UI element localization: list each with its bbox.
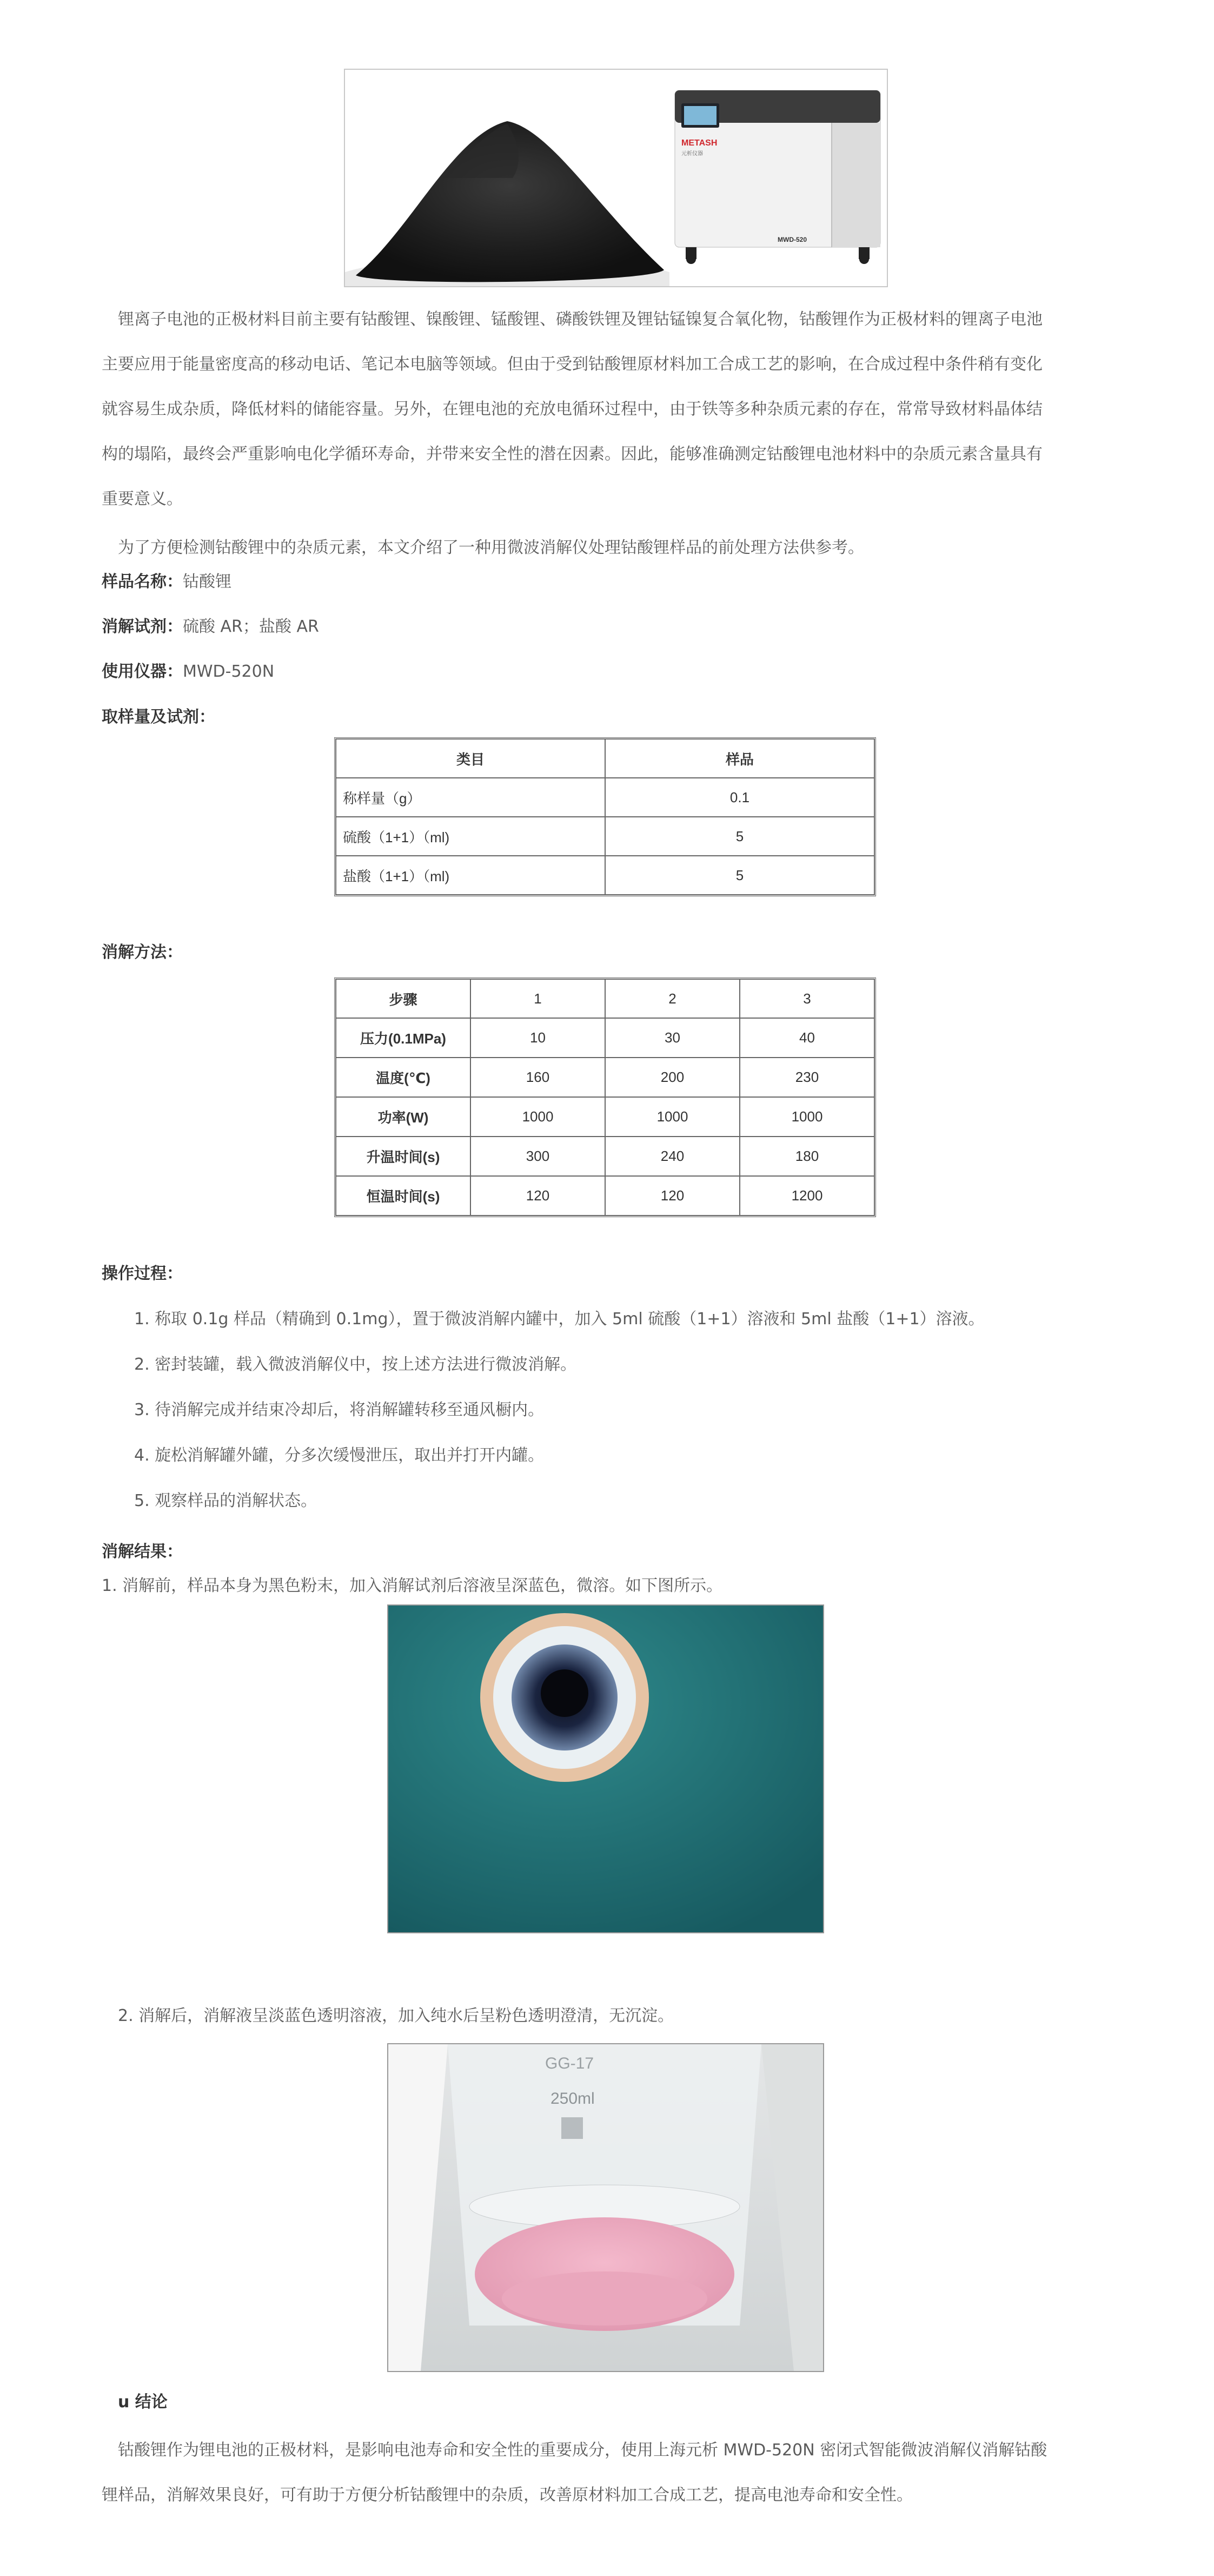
table-cell: 200 (605, 1058, 740, 1097)
reagents-value: 硫酸 AR；盐酸 AR (183, 617, 319, 636)
instrument-label: 使用仪器： (102, 662, 183, 681)
table-cell: 5 (605, 817, 874, 856)
table-header-cell: 1 (470, 979, 605, 1018)
device-brand: METASH (681, 138, 718, 148)
table-row (336, 817, 874, 856)
device-brand-sub: 元析仪器 (681, 151, 703, 157)
procedure-title: 操作过程： (102, 1264, 183, 1283)
digestion-method-table (334, 977, 876, 1217)
result-after-text: 2. 消解后，消解液呈淡蓝色透明溶液，加入纯水后呈粉色透明澄清，无沉淀。 (118, 2006, 674, 2025)
table-cell: 0.1 (605, 778, 874, 817)
table-header-cell: 步骤 (336, 979, 470, 1018)
beaker-model-mark: GG-17 (545, 2055, 594, 2072)
instrument-value: MWD-520N (183, 662, 275, 681)
beaker-volume-mark: 250ml (550, 2090, 595, 2108)
table-cell: 30 (605, 1018, 740, 1058)
table-header-row (336, 739, 874, 778)
sample-name-value: 钴酸锂 (183, 572, 231, 591)
table-cell: 240 (605, 1137, 740, 1176)
table-row (336, 1018, 874, 1058)
table-cell: 1200 (740, 1176, 874, 1216)
table-cell: 升温时间(s) (336, 1137, 470, 1176)
procedure-step: 4. 旋松消解罐外罐，分多次缓慢泄压，取出并打开内罐。 (134, 1446, 545, 1465)
powder-photo (345, 70, 669, 286)
intro-line-5: 重要意义。 (102, 490, 183, 508)
device-model: MWD-520 (778, 236, 807, 243)
before-digestion-photo (387, 1604, 824, 1933)
results-title: 消解结果： (102, 1542, 183, 1561)
table-cell: 1000 (470, 1097, 605, 1137)
table-cell: 1000 (605, 1097, 740, 1137)
intro-line-2: 主要应用于能量密度高的移动电话、笔记本电脑等领域。但由于受到钴酸锂原材料加工合成工艺的影响，在合成过程中条件稍有变化 (102, 355, 1043, 374)
purpose-text: 为了方便检测钴酸锂中的杂质元素，本文介绍了一种用微波消解仪处理钴酸锂样品的前处理方法供参考。 (118, 538, 864, 557)
intro-line-1: 锂离子电池的正极材料目前主要有钴酸锂、镍酸锂、锰酸锂、磷酸铁锂及锂钴锰镍复合氧化物，钴酸锂作为正极材料的锂离子电池 (118, 310, 1043, 329)
table-cell: 160 (470, 1058, 605, 1097)
hero-image (344, 69, 888, 287)
sampling-title: 取样量及试剂： (102, 708, 215, 726)
table-cell: 1000 (740, 1097, 874, 1137)
table-cell: 120 (605, 1176, 740, 1216)
conclusion-title: u 结论 (118, 2393, 168, 2412)
intro-line-4: 构的塌陷，最终会严重影响电化学循环寿命，并带来安全性的潜在因素。因此，能够准确测定钴酸锂电池材料中的杂质元素含量具有 (102, 445, 1043, 464)
table-header-cell: 类目 (336, 739, 605, 778)
reagents-field (102, 616, 319, 638)
table-row (336, 1097, 874, 1137)
intro-line-3: 就容易生成杂质，降低材料的储能容量。另外，在锂电池的充放电循环过程中，由于铁等多种杂质元素的存在，常常导致材料晶体结 (102, 400, 1043, 419)
table-header-cell: 2 (605, 979, 740, 1018)
table-cell: 40 (740, 1018, 874, 1058)
table-cell: 120 (470, 1176, 605, 1216)
sampling-table (334, 737, 876, 896)
table-cell: 300 (470, 1137, 605, 1176)
after-digestion-photo (387, 2043, 824, 2372)
table-cell: 5 (605, 856, 874, 895)
method-title: 消解方法： (102, 943, 183, 962)
result-before-text: 1. 消解前，样品本身为黑色粉末，加入消解试剂后溶液呈深蓝色，微溶。如下图所示。 (102, 1576, 723, 1595)
procedure-step: 2. 密封装罐，载入微波消解仪中，按上述方法进行微波消解。 (134, 1355, 577, 1374)
table-cell: 180 (740, 1137, 874, 1176)
table-cell: 硫酸（1+1）（ml) (336, 817, 605, 856)
table-row (336, 1137, 874, 1176)
sample-name-label: 样品名称： (102, 572, 183, 591)
table-header-row (336, 979, 874, 1018)
procedure-step: 1. 称取 0.1g 样品（精确到 0.1mg），置于微波消解内罐中，加入 5ml 硫酸（1+1）溶液和 5ml 盐酸（1+1）溶液。 (134, 1310, 985, 1329)
table-cell: 温度(℃) (336, 1058, 470, 1097)
table-header-cell: 样品 (605, 739, 874, 778)
table-row (336, 778, 874, 817)
table-cell: 恒温时间(s) (336, 1176, 470, 1216)
procedure-step: 5. 观察样品的消解状态。 (134, 1491, 317, 1510)
table-cell: 称样量（g） (336, 778, 605, 817)
table-row (336, 1176, 874, 1216)
table-row (336, 856, 874, 895)
table-header-cell: 3 (740, 979, 874, 1018)
table-cell: 盐酸（1+1）（ml) (336, 856, 605, 895)
reagents-label: 消解试剂： (102, 617, 183, 636)
table-cell: 功率(W) (336, 1097, 470, 1137)
conclusion-line-2: 锂样品，消解效果良好，可有助于方便分析钴酸锂中的杂质，改善原材料加工合成工艺，提高电池寿命和安全性。 (102, 2486, 913, 2505)
table-cell: 10 (470, 1018, 605, 1058)
table-row (336, 1058, 874, 1097)
table-cell: 压力(0.1MPa) (336, 1018, 470, 1058)
instrument-field (102, 660, 274, 683)
sample-name-field (102, 571, 231, 593)
conclusion-line-1: 钴酸锂作为锂电池的正极材料，是影响电池寿命和安全性的重要成分，使用上海元析 MWD-520N 密闭式智能微波消解仪消解钴酸 (118, 2441, 1047, 2460)
microwave-digestion-instrument (669, 70, 886, 286)
procedure-step: 3. 待消解完成并结束冷却后，将消解罐转移至通风橱内。 (134, 1401, 545, 1419)
table-cell: 230 (740, 1058, 874, 1097)
